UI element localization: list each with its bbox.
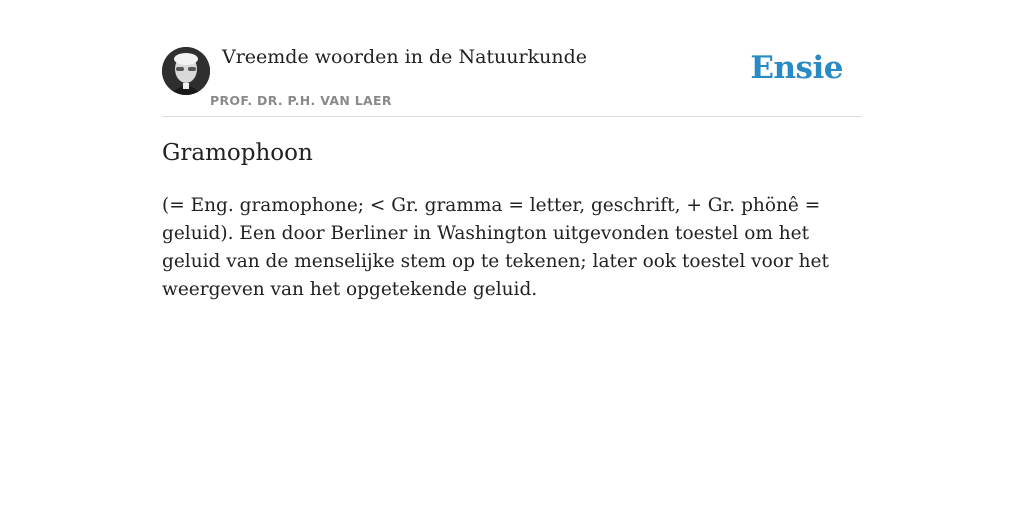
- entry-title: Gramophoon: [162, 140, 313, 166]
- header: [162, 0, 862, 117]
- book-title[interactable]: Vreemde woorden in de Natuurkunde: [222, 46, 587, 68]
- author-name[interactable]: PROF. DR. P.H. VAN LAER: [210, 93, 392, 108]
- author-portrait-icon: [162, 47, 210, 95]
- ensie-logo[interactable]: Ensie: [750, 50, 843, 86]
- entry-body: (= Eng. gramophone; < Gr. gramma = letter, geschrift, + Gr. phönê = geluid). Een door Berliner in Washington uitgevonden toestel om het geluid van de menselijke stem op te tekenen; later ook toestel voor het weergeven van het opgetekende geluid.: [162, 195, 829, 300]
- author-avatar[interactable]: [162, 47, 210, 95]
